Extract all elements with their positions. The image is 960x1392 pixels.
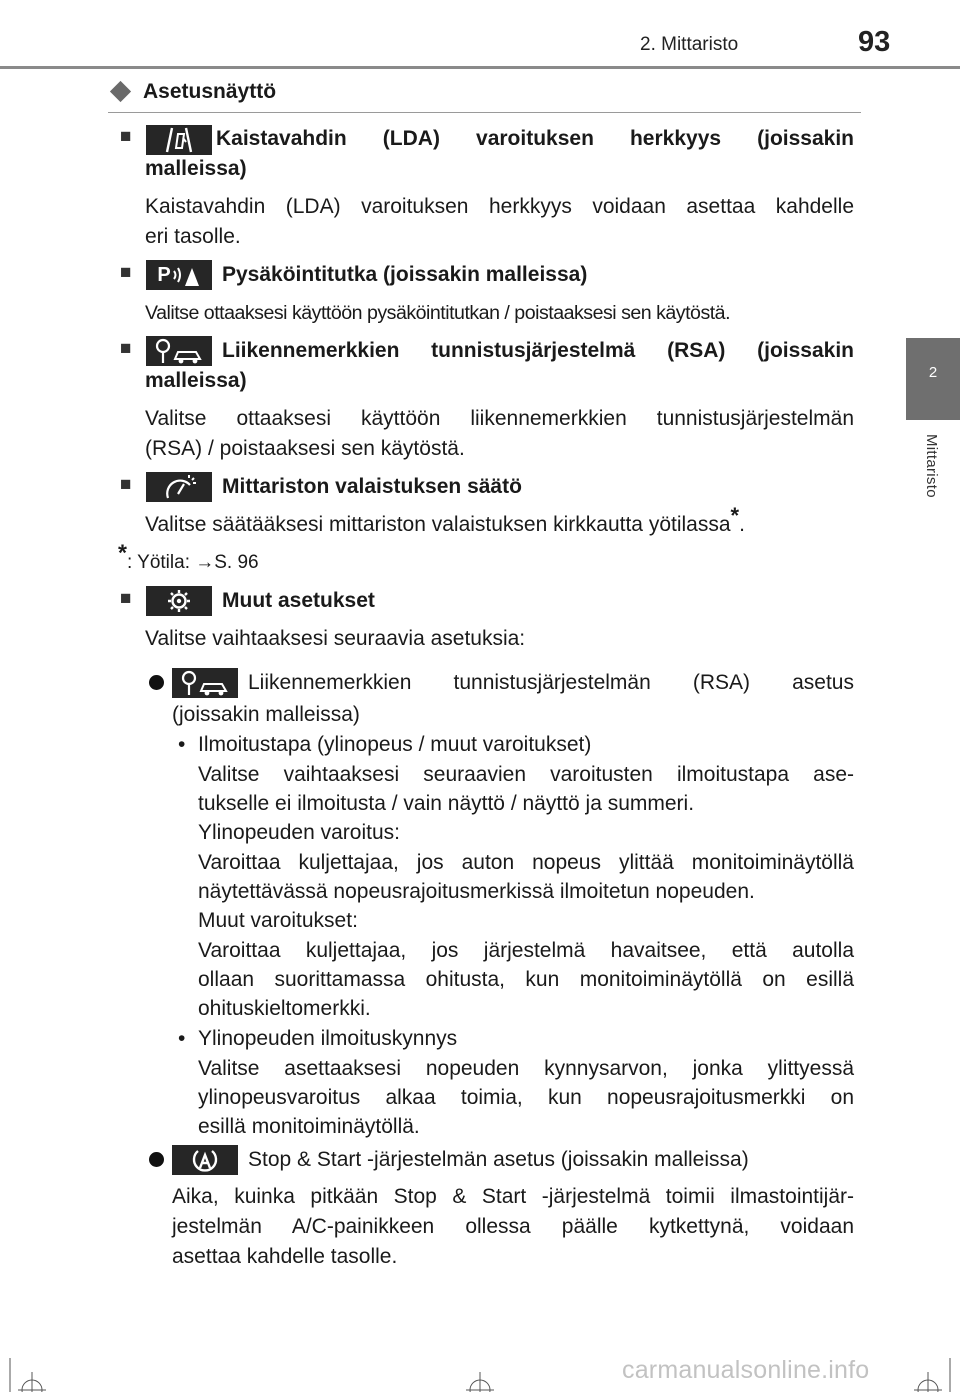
- rsa-settings-title: Liikennemerkkien tunnistusjärjestelmän (RSA) asetus: [248, 671, 854, 694]
- section-rule: [108, 112, 861, 113]
- bullet-dot: •: [178, 1027, 186, 1050]
- rsa-desc: Valitse ottaaksesi käyttöön liikennemerkkien tunnistusjärjestelmän: [145, 407, 854, 430]
- square-bullet-icon: ■: [120, 262, 132, 283]
- overspeed-desc: Varoittaa kuljettajaa, jos auton nopeus ylittää monitoiminäytöllä: [198, 851, 854, 874]
- rsa-settings-title-cont: (joissakin malleissa): [172, 703, 360, 726]
- parking-desc: Valitse ottaaksesi käyttöön pysäköintitutkan / poistaaksesi sen käytöstä.: [145, 302, 731, 324]
- square-bullet-icon: ■: [120, 126, 132, 147]
- overspeed-label: Ylinopeuden varoitus:: [198, 821, 400, 844]
- meter-illumination-icon: [146, 472, 212, 502]
- rsa-title-cont: malleissa): [145, 369, 247, 392]
- threshold-desc-3: esillä monitoiminäytöllä.: [198, 1115, 420, 1138]
- overspeed-desc-2: näytettävässä nopeusrajoitusmerkissä ilmoitetun nopeuden.: [198, 880, 755, 903]
- threshold-desc: Valitse asettaaksesi nopeuden kynnysarvon, jonka ylittyessä: [198, 1057, 854, 1080]
- rsa-title: Liikennemerkkien tunnistusjärjestelmä (RSA) (joissakin: [222, 339, 854, 362]
- lane-departure-icon: [146, 125, 212, 155]
- round-bullet-icon: [149, 1152, 164, 1167]
- square-bullet-icon: ■: [120, 474, 132, 495]
- stop-start-title: Stop & Start -järjestelmän asetus (joissakin malleissa): [248, 1148, 749, 1171]
- page-number: 93: [858, 26, 891, 58]
- lda-desc-cont: eri tasolle.: [145, 225, 241, 248]
- chapter-tab-number: 2: [928, 364, 938, 381]
- chapter-tab-label: Mittaristo: [923, 434, 940, 498]
- other-warnings-desc: Varoittaa kuljettajaa, jos järjestelmä havaitsee, että autolla: [198, 939, 854, 962]
- square-bullet-icon: ■: [120, 338, 132, 359]
- section-title: Asetusnäyttö: [108, 80, 276, 104]
- lda-desc: Kaistavahdin (LDA) varoituksen herkkyys voidaan asettaa kahdelle: [145, 195, 854, 218]
- parking-title: Pysäköintitutka (joissakin malleissa): [222, 263, 588, 286]
- stop-start-desc-3: asettaa kahdelle tasolle.: [172, 1245, 398, 1268]
- illumination-title: Mittariston valaistuksen säätö: [222, 475, 522, 498]
- stop-start-desc-2: jestelmän A/C-painikkeen ollessa päälle kytkettynä, voidaan: [172, 1215, 854, 1238]
- stop-start-desc: Aika, kuinka pitkään Stop & Start -järjestelmä toimii ilmastointijär-: [172, 1185, 854, 1208]
- road-sign-assist-icon: [146, 336, 212, 366]
- other-settings-title: Muut asetukset: [222, 589, 375, 612]
- square-bullet-icon: ■: [120, 588, 132, 609]
- notification-method-desc-2: tukselle ei ilmoitusta / vain näyttö / näyttö ja summeri.: [198, 792, 695, 815]
- illumination-desc: Valitse säätääksesi mittariston valaistuksen kirkkautta yötilassa*.: [145, 503, 745, 536]
- running-header-section: 2. Mittaristo: [640, 34, 739, 55]
- other-warnings-label: Muut varoitukset:: [198, 909, 358, 932]
- other-warnings-desc-2: ollaan suorittamassa ohitusta, kun monitoiminäytöllä on esillä: [198, 968, 854, 991]
- notification-method-desc: Valitse vaihtaaksesi seuraavien varoitusten ilmoitustapa ase-: [198, 763, 854, 786]
- lda-title: Kaistavahdin (LDA) varoituksen herkkyys (joissakin: [216, 127, 854, 150]
- threshold-desc-2: ylinopeusvaroitus alkaa toimia, kun nopeusrajoitusmerkki on: [198, 1086, 854, 1109]
- other-warnings-desc-3: ohituskieltomerkki.: [198, 997, 371, 1020]
- stop-start-icon: [172, 1145, 238, 1175]
- threshold-title: Ylinopeuden ilmoituskynnys: [198, 1027, 458, 1050]
- bullet-dot: •: [178, 733, 186, 756]
- other-settings-desc: Valitse vaihtaaksesi seuraavia asetuksia:: [145, 627, 526, 650]
- diamond-icon: [110, 81, 131, 102]
- notification-method-title: Ilmoitustapa (ylinopeus / muut varoitukset): [198, 733, 592, 756]
- rsa-desc-cont: (RSA) / poistaaksesi sen käytöstä.: [145, 437, 465, 460]
- header-rule: [0, 66, 960, 69]
- watermark: carmanualsonline.info: [622, 1356, 870, 1384]
- round-bullet-icon: [149, 675, 164, 690]
- footnote: *: Yötila: →S. 96: [118, 539, 259, 573]
- gear-icon: [146, 586, 212, 616]
- parking-sensor-icon: P: [146, 260, 212, 290]
- road-sign-assist-icon: [172, 668, 238, 698]
- lda-title-cont: malleissa): [145, 157, 247, 180]
